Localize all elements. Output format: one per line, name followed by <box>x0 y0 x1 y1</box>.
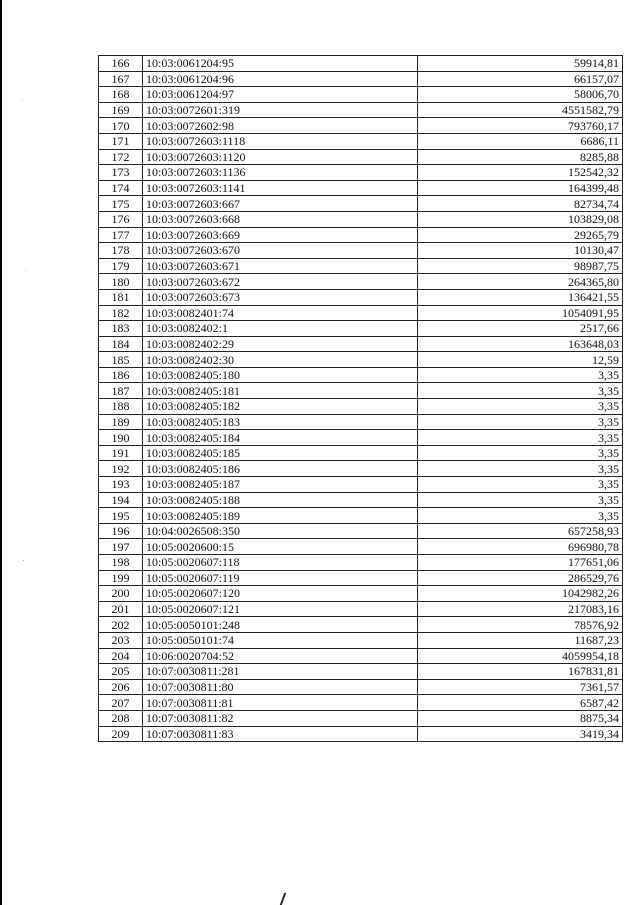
table-row <box>99 601 623 617</box>
row-number-cell: 203 <box>99 632 143 648</box>
table-row <box>99 539 623 555</box>
row-number-cell: 201 <box>99 601 143 617</box>
table-row <box>99 710 623 726</box>
cadastral-number-cell: 10:05:0020607:120 <box>143 586 418 602</box>
table-row <box>99 679 623 695</box>
cadastral-number-cell: 10:03:0082402:29 <box>143 336 418 352</box>
table-row <box>99 196 623 212</box>
cadastral-value-cell: 217083,16 <box>418 601 623 617</box>
scan-edge-line <box>0 0 2 905</box>
cadastral-number-cell: 10:03:0072603:1136 <box>143 165 418 181</box>
row-number-cell: 202 <box>99 617 143 633</box>
cadastral-value-cell: 78576,92 <box>418 617 623 633</box>
cadastral-value-cell: 3,35 <box>418 477 623 493</box>
table-row <box>99 305 623 321</box>
cadastral-value-cell: 3,35 <box>418 492 623 508</box>
table-row <box>99 570 623 586</box>
row-number-cell: 174 <box>99 180 143 196</box>
cadastral-value-cell: 3,35 <box>418 367 623 383</box>
cadastral-value-cell: 164399,48 <box>418 180 623 196</box>
row-number-cell: 179 <box>99 258 143 274</box>
cadastral-value-cell: 82734,74 <box>418 196 623 212</box>
cadastral-value-cell: 8285,88 <box>418 149 623 165</box>
table-row <box>99 367 623 383</box>
cadastral-number-cell: 10:07:0030811:81 <box>143 695 418 711</box>
scan-speck <box>25 270 26 271</box>
scan-speck <box>23 560 24 561</box>
cadastral-number-cell: 10:03:0082405:185 <box>143 445 418 461</box>
table-row <box>99 555 623 571</box>
table-row <box>99 586 623 602</box>
cadastral-value-cell: 3,35 <box>418 461 623 477</box>
cadastral-value-cell: 10130,47 <box>418 243 623 259</box>
cadastral-number-cell: 10:03:0082401:74 <box>143 305 418 321</box>
cadastral-value-cell: 3419,34 <box>418 726 623 742</box>
row-number-cell: 196 <box>99 523 143 539</box>
row-number-cell: 207 <box>99 695 143 711</box>
cadastral-number-cell: 10:03:0082405:188 <box>143 492 418 508</box>
cadastral-value-cell: 103829,08 <box>418 211 623 227</box>
table-row <box>99 243 623 259</box>
cadastral-number-cell: 10:03:0082405:182 <box>143 399 418 415</box>
cadastral-number-cell: 10:03:0082405:184 <box>143 430 418 446</box>
row-number-cell: 206 <box>99 679 143 695</box>
cadastral-value-cell: 11687,23 <box>418 632 623 648</box>
table-body <box>99 56 623 742</box>
row-number-cell: 189 <box>99 414 143 430</box>
row-number-cell: 183 <box>99 321 143 337</box>
table-row <box>99 695 623 711</box>
cadastral-number-cell: 10:03:0072603:668 <box>143 211 418 227</box>
cadastral-number-cell: 10:03:0082405:183 <box>143 414 418 430</box>
cadastral-value-cell: 4059954,18 <box>418 648 623 664</box>
cadastral-number-cell: 10:03:0072603:669 <box>143 227 418 243</box>
cadastral-value-cell: 12,59 <box>418 352 623 368</box>
cadastral-value-cell: 7361,57 <box>418 679 623 695</box>
row-number-cell: 181 <box>99 289 143 305</box>
cadastral-number-cell: 10:05:0020607:121 <box>143 601 418 617</box>
table-row <box>99 383 623 399</box>
cadastral-number-cell: 10:06:0020704:52 <box>143 648 418 664</box>
row-number-cell: 173 <box>99 165 143 181</box>
cadastral-value-cell: 167831,81 <box>418 664 623 680</box>
table-row <box>99 118 623 134</box>
cadastral-value-cell: 657258,93 <box>418 523 623 539</box>
row-number-cell: 188 <box>99 399 143 415</box>
table-row <box>99 211 623 227</box>
row-number-cell: 167 <box>99 71 143 87</box>
pen-mark <box>280 893 290 905</box>
row-number-cell: 169 <box>99 102 143 118</box>
table-row <box>99 133 623 149</box>
table-row <box>99 227 623 243</box>
row-number-cell: 166 <box>99 56 143 72</box>
cadastral-number-cell: 10:03:0082405:186 <box>143 461 418 477</box>
row-number-cell: 184 <box>99 336 143 352</box>
table-row <box>99 726 623 742</box>
cadastral-value-cell: 2517,66 <box>418 321 623 337</box>
table-row <box>99 56 623 72</box>
cadastral-value-cell: 4551582,79 <box>418 102 623 118</box>
cadastral-number-cell: 10:03:0072603:670 <box>143 243 418 259</box>
table-row <box>99 258 623 274</box>
cadastral-value-cell: 66157,07 <box>418 71 623 87</box>
cadastral-number-cell: 10:05:0050101:74 <box>143 632 418 648</box>
cadastral-number-cell: 10:03:0072603:1141 <box>143 180 418 196</box>
cadastral-number-cell: 10:05:0020607:118 <box>143 555 418 571</box>
row-number-cell: 178 <box>99 243 143 259</box>
cadastral-value-cell: 3,35 <box>418 414 623 430</box>
cadastral-number-cell: 10:03:0061204:97 <box>143 87 418 103</box>
cadastral-number-cell: 10:05:0050101:248 <box>143 617 418 633</box>
cadastral-value-cell: 136421,55 <box>418 289 623 305</box>
cadastral-value-cell: 3,35 <box>418 508 623 524</box>
cadastral-number-cell: 10:04:0026508:350 <box>143 523 418 539</box>
cadastral-value-cell: 98987,75 <box>418 258 623 274</box>
table-row <box>99 321 623 337</box>
cadastral-value-cell: 6686,11 <box>418 133 623 149</box>
cadastral-number-cell: 10:03:0072603:673 <box>143 289 418 305</box>
cadastral-value-cell: 3,35 <box>418 399 623 415</box>
cadastral-value-cell: 3,35 <box>418 430 623 446</box>
cadastral-value-cell: 286529,76 <box>418 570 623 586</box>
cadastral-number-cell: 10:03:0072603:671 <box>143 258 418 274</box>
row-number-cell: 205 <box>99 664 143 680</box>
cadastral-number-cell: 10:03:0082402:30 <box>143 352 418 368</box>
table-row <box>99 461 623 477</box>
table-row <box>99 352 623 368</box>
row-number-cell: 172 <box>99 149 143 165</box>
table-row <box>99 289 623 305</box>
table-row <box>99 664 623 680</box>
cadastral-number-cell: 10:03:0082405:181 <box>143 383 418 399</box>
row-number-cell: 193 <box>99 477 143 493</box>
cadastral-value-cell: 29265,79 <box>418 227 623 243</box>
cadastral-number-cell: 10:03:0072603:672 <box>143 274 418 290</box>
row-number-cell: 168 <box>99 87 143 103</box>
cadastral-value-cell: 696980,78 <box>418 539 623 555</box>
cadastral-number-cell: 10:07:0030811:281 <box>143 664 418 680</box>
cadastral-value-cell: 59914,81 <box>418 56 623 72</box>
scan-speck <box>22 100 23 101</box>
row-number-cell: 180 <box>99 274 143 290</box>
table-row <box>99 399 623 415</box>
row-number-cell: 194 <box>99 492 143 508</box>
table-row <box>99 87 623 103</box>
table-row <box>99 71 623 87</box>
cadastral-number-cell: 10:03:0061204:95 <box>143 56 418 72</box>
row-number-cell: 208 <box>99 710 143 726</box>
row-number-cell: 186 <box>99 367 143 383</box>
row-number-cell: 175 <box>99 196 143 212</box>
table-row <box>99 414 623 430</box>
cadastral-number-cell: 10:07:0030811:83 <box>143 726 418 742</box>
row-number-cell: 197 <box>99 539 143 555</box>
cadastral-value-cell: 58006,70 <box>418 87 623 103</box>
row-number-cell: 177 <box>99 227 143 243</box>
cadastral-number-cell: 10:07:0030811:82 <box>143 710 418 726</box>
cadastral-value-table <box>98 55 623 742</box>
row-number-cell: 170 <box>99 118 143 134</box>
table-row <box>99 149 623 165</box>
cadastral-number-cell: 10:05:0020607:119 <box>143 570 418 586</box>
table-row <box>99 617 623 633</box>
table-row <box>99 274 623 290</box>
cadastral-number-cell: 10:03:0072603:667 <box>143 196 418 212</box>
table-row <box>99 180 623 196</box>
cadastral-value-cell: 1042982,26 <box>418 586 623 602</box>
cadastral-number-cell: 10:03:0082405:180 <box>143 367 418 383</box>
cadastral-value-cell: 793760,17 <box>418 118 623 134</box>
row-number-cell: 187 <box>99 383 143 399</box>
table-row <box>99 523 623 539</box>
cadastral-number-cell: 10:03:0072603:1120 <box>143 149 418 165</box>
cadastral-number-cell: 10:03:0082405:187 <box>143 477 418 493</box>
cadastral-value-cell: 177651,06 <box>418 555 623 571</box>
table-row <box>99 336 623 352</box>
row-number-cell: 182 <box>99 305 143 321</box>
table-row <box>99 508 623 524</box>
cadastral-value-cell: 264365,80 <box>418 274 623 290</box>
row-number-cell: 198 <box>99 555 143 571</box>
table-row <box>99 430 623 446</box>
cadastral-value-cell: 152542,32 <box>418 165 623 181</box>
cadastral-number-cell: 10:03:0072601:319 <box>143 102 418 118</box>
cadastral-number-cell: 10:03:0072603:1118 <box>143 133 418 149</box>
table-row <box>99 477 623 493</box>
cadastral-value-cell: 8875,34 <box>418 710 623 726</box>
row-number-cell: 176 <box>99 211 143 227</box>
row-number-cell: 171 <box>99 133 143 149</box>
cadastral-value-cell: 6587,42 <box>418 695 623 711</box>
row-number-cell: 190 <box>99 430 143 446</box>
cadastral-value-cell: 3,35 <box>418 383 623 399</box>
cadastral-number-cell: 10:03:0072602:98 <box>143 118 418 134</box>
cadastral-number-cell: 10:07:0030811:80 <box>143 679 418 695</box>
table-row <box>99 632 623 648</box>
row-number-cell: 191 <box>99 445 143 461</box>
cadastral-number-cell: 10:03:0061204:96 <box>143 71 418 87</box>
table-row <box>99 165 623 181</box>
table-row <box>99 492 623 508</box>
row-number-cell: 200 <box>99 586 143 602</box>
table-row <box>99 648 623 664</box>
row-number-cell: 204 <box>99 648 143 664</box>
row-number-cell: 195 <box>99 508 143 524</box>
cadastral-number-cell: 10:05:0020600:15 <box>143 539 418 555</box>
cadastral-value-cell: 163648,03 <box>418 336 623 352</box>
row-number-cell: 199 <box>99 570 143 586</box>
cadastral-value-cell: 3,35 <box>418 445 623 461</box>
row-number-cell: 209 <box>99 726 143 742</box>
table-row <box>99 445 623 461</box>
table-row <box>99 102 623 118</box>
cadastral-value-cell: 1054091,95 <box>418 305 623 321</box>
row-number-cell: 192 <box>99 461 143 477</box>
cadastral-number-cell: 10:03:0082402:1 <box>143 321 418 337</box>
row-number-cell: 185 <box>99 352 143 368</box>
cadastral-number-cell: 10:03:0082405:189 <box>143 508 418 524</box>
